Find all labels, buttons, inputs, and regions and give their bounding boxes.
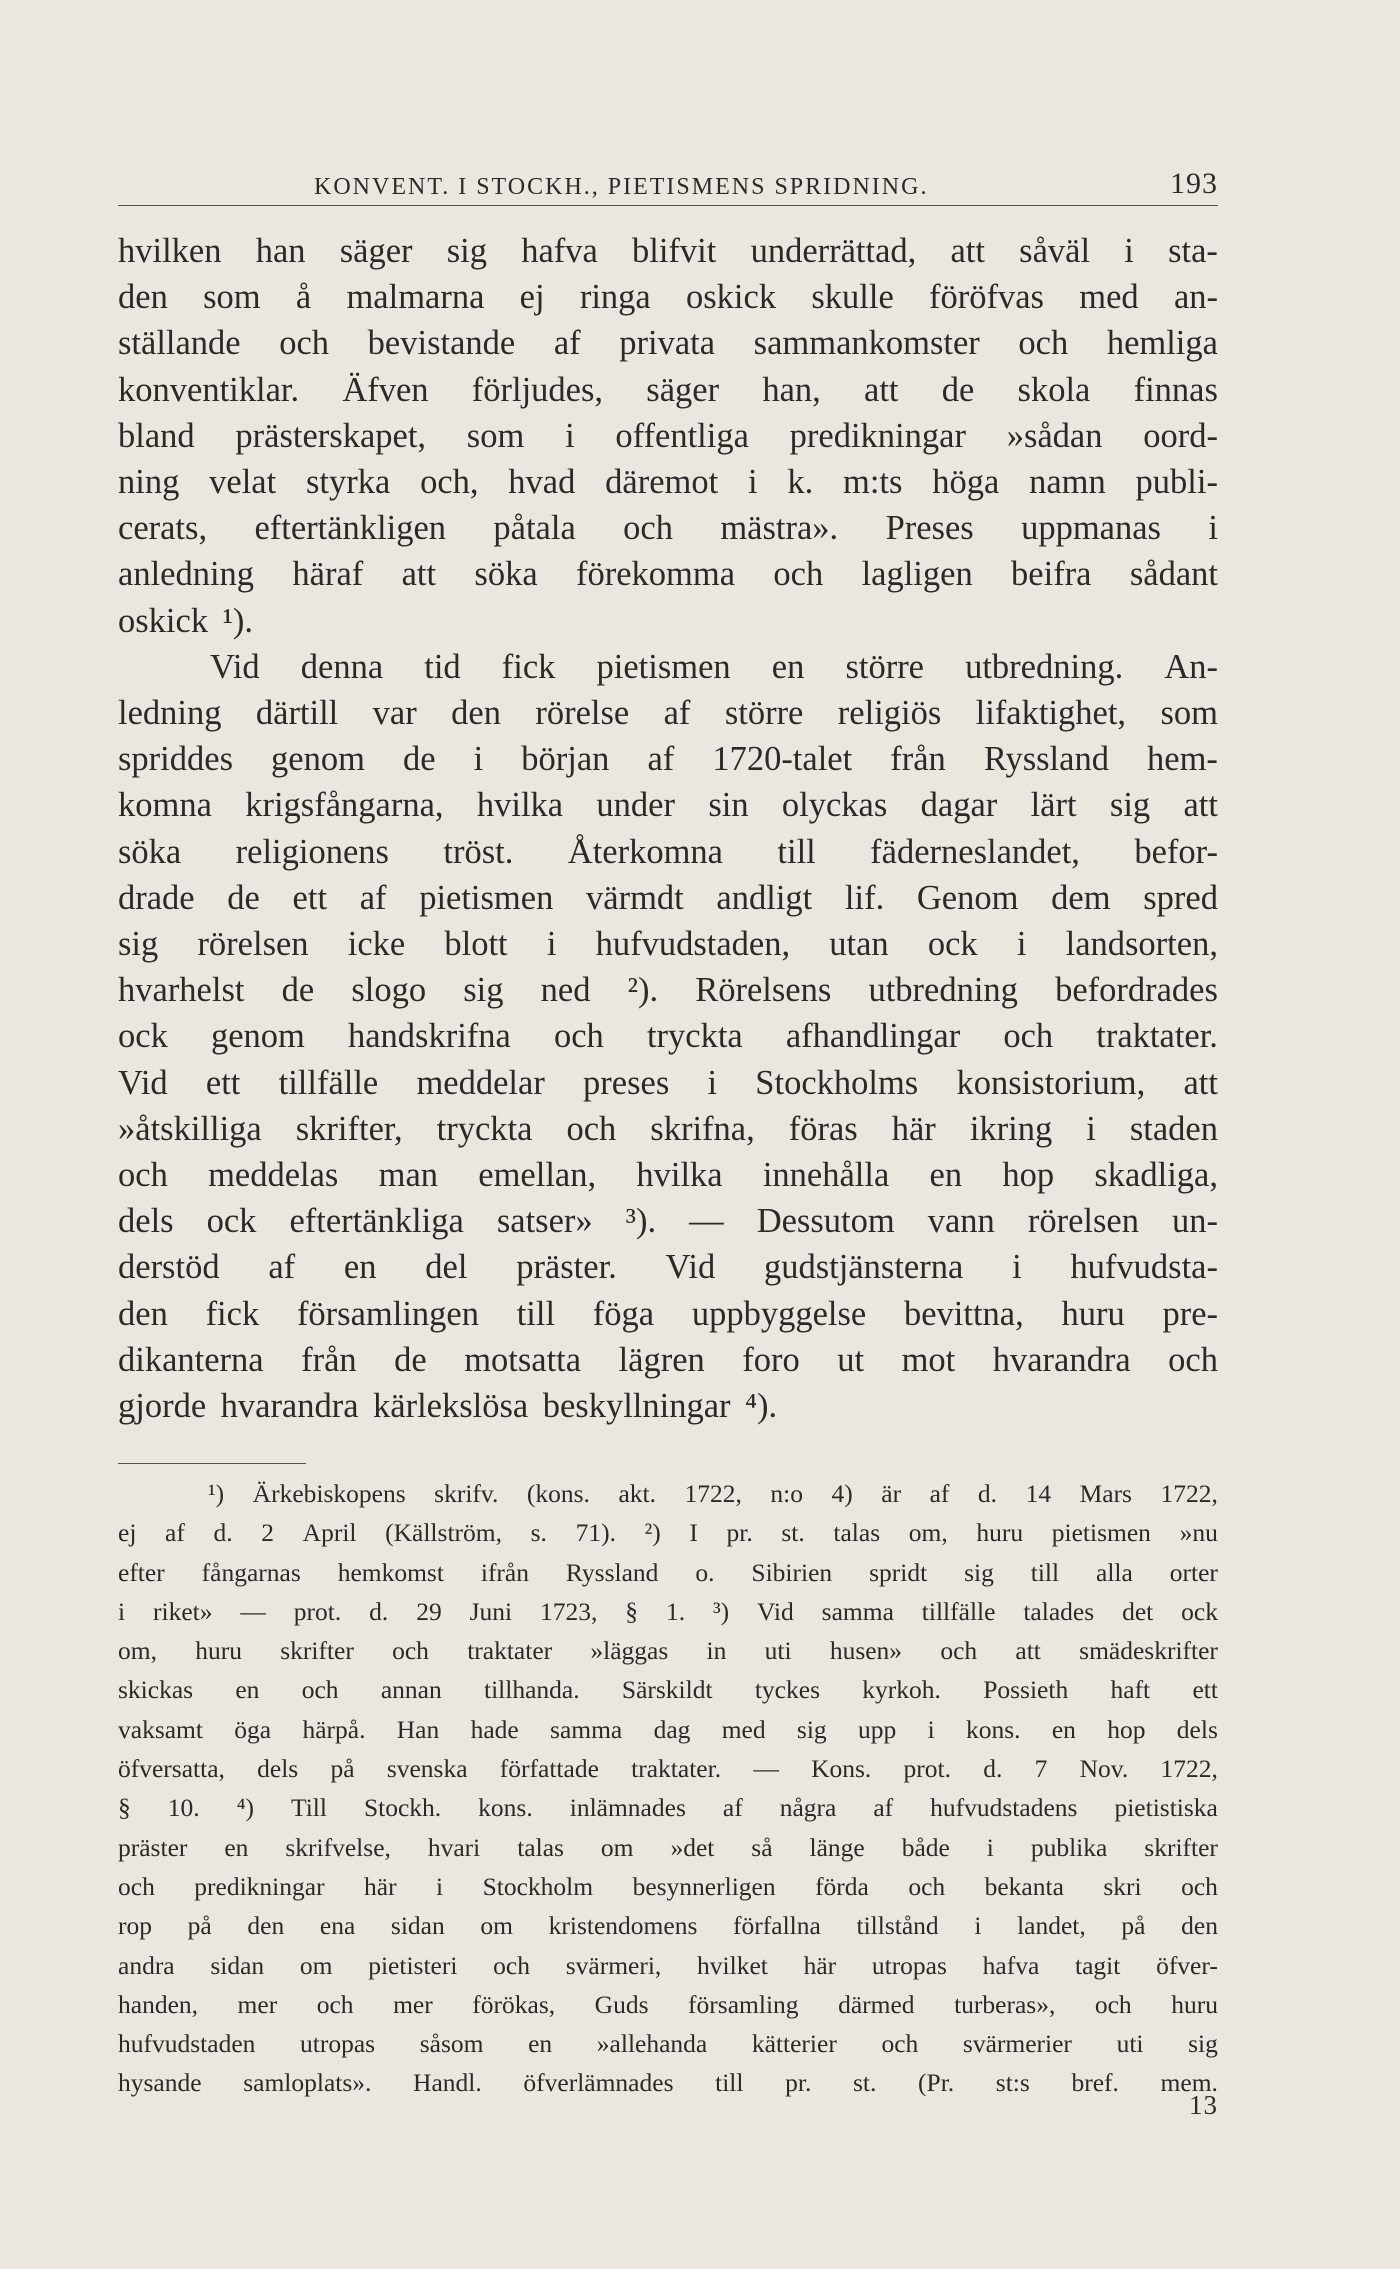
body-line: ledning därtill var den rörelse af större religiös lifaktighet, som	[118, 694, 1218, 733]
footnote-line: öfversatta, dels på svenska författade traktater. — Kons. prot. d. 7 Nov. 1722,	[118, 1754, 1218, 1784]
footnote-divider	[118, 1463, 306, 1464]
footnote-line: § 10. ⁴) Till Stockh. kons. inlämnades af några af hufvudstadens pietistiska	[118, 1793, 1218, 1823]
footnote-line: andra sidan om pietisteri och svärmeri, hvilket här utropas hafva tagit öfver-	[118, 1950, 1218, 1980]
footnote-line: rop på den ena sidan om kristendomens förfallna tillstånd i landet, på den	[118, 1911, 1218, 1941]
body-line: Vid denna tid fick pietismen en större utbredning. An-	[210, 647, 1218, 686]
body-line: ning velat styrka och, hvad däremot i k. m:ts höga namn publi-	[118, 463, 1218, 502]
footnote-line: präster en skrifvelse, hvari talas om »det så länge både i publika skrifter	[118, 1832, 1218, 1862]
footnote-line: ej af d. 2 April (Källström, s. 71). ²) I pr. st. talas om, huru pietismen »nu	[118, 1518, 1218, 1548]
body-line: och meddelas man emellan, hvilka innehålla en hop skadliga,	[118, 1156, 1218, 1195]
body-line: Vid ett tillfälle meddelar preses i Stockholms konsistorium, att	[118, 1063, 1218, 1102]
body-line: anledning häraf att söka förekomma och lagligen beifra sådant	[118, 555, 1218, 594]
body-line: dels ock eftertänkliga satser» ³). — Dessutom vann rörelsen un-	[118, 1202, 1218, 1241]
body-text	[118, 228, 1218, 1429]
body-line: söka religionens tröst. Återkomna till fäderneslandet, befor-	[118, 832, 1218, 871]
body-line: bland prästerskapet, som i offentliga predikningar »sådan oord-	[118, 416, 1218, 455]
footnote-line: om, huru skrifter och traktater »läggas in uti husen» och att smädeskrifter	[118, 1636, 1218, 1666]
body-line: cerats, eftertänkligen påtala och mästra». Preses uppmanas i	[118, 509, 1218, 548]
footnote-line: i riket» — prot. d. 29 Juni 1723, § 1. ³) Vid samma tillfälle talades det ock	[118, 1596, 1218, 1626]
body-line: hvilken han säger sig hafva blifvit underrättad, att såväl i sta-	[118, 232, 1218, 270]
footnote-line: hufvudstaden utropas såsom en »allehanda kätterier och svärmerier uti sig	[118, 2029, 1218, 2059]
body-line: dikanterna från de motsatta lägren foro ut mot hvarandra och	[118, 1340, 1218, 1379]
body-line: »åtskilliga skrifter, tryckta och skrifna, föras här ikring i staden	[118, 1109, 1218, 1148]
body-line: derstöd af en del präster. Vid gudstjänsterna i hufvudsta-	[118, 1248, 1218, 1287]
body-line: gjorde hvarandra kärlekslösa beskyllningar ⁴).	[118, 1387, 778, 1426]
footnote-line: och predikningar här i Stockholm besynnerligen förda och bekanta skri och	[118, 1871, 1218, 1901]
body-line: den som å malmarna ej ringa oskick skulle föröfvas med an-	[118, 278, 1218, 317]
body-line: den fick församlingen till föga uppbyggelse bevittna, huru pre-	[118, 1294, 1218, 1333]
body-line: hvarhelst de slogo sig ned ²). Rörelsens utbredning befordrades	[118, 971, 1218, 1010]
footnote-line: skickas en och annan tillhanda. Särskildt tyckes kyrkoh. Possieth haft ett	[118, 1675, 1218, 1705]
body-line: konventiklar. Äfven förljudes, säger han, att de skola finnas	[118, 370, 1218, 409]
footnote-line: hysande samloplats». Handl. öfverlämnades till pr. st. (Pr. st:s bref. mem.	[118, 2068, 1218, 2098]
body-line: ock genom handskrifna och tryckta afhandlingar och traktater.	[118, 1017, 1218, 1056]
running-header	[118, 165, 1218, 206]
body-line: drade de ett af pietismen värmdt andligt lif. Genom dem spred	[118, 878, 1218, 917]
body-line: oskick ¹).	[118, 601, 254, 640]
footnote-line: vaksamt öga härpå. Han hade samma dag med sig upp i kons. en hop dels	[118, 1714, 1218, 1744]
signature-mark: 13	[1189, 2090, 1218, 2120]
footnotes	[118, 1474, 1218, 2103]
body-line: ställande och bevistande af privata sammankomster och hemliga	[118, 324, 1218, 363]
footnote-line: ¹) Ärkebiskopens skrifv. (kons. akt. 1722, n:o 4) är af d. 14 Mars 1722,	[208, 1479, 1218, 1508]
body-line: sig rörelsen icke blott i hufvudstaden, utan ock i landsorten,	[118, 925, 1218, 964]
footnote-line: handen, mer och mer förökas, Guds församling därmed turberas», och huru	[118, 1989, 1218, 2019]
body-line: spriddes genom de i början af 1720-talet från Ryssland hem-	[118, 740, 1218, 779]
page-number: 193	[1170, 167, 1218, 200]
footnote-line: efter fångarnas hemkomst ifrån Ryssland o. Sibirien spridt sig till alla orter	[118, 1557, 1218, 1587]
body-line: komna krigsfångarna, hvilka under sin olyckas dagar lärt sig att	[118, 786, 1218, 825]
running-title: KONVENT. I STOCKH., PIETISMENS SPRIDNING.	[314, 174, 929, 200]
